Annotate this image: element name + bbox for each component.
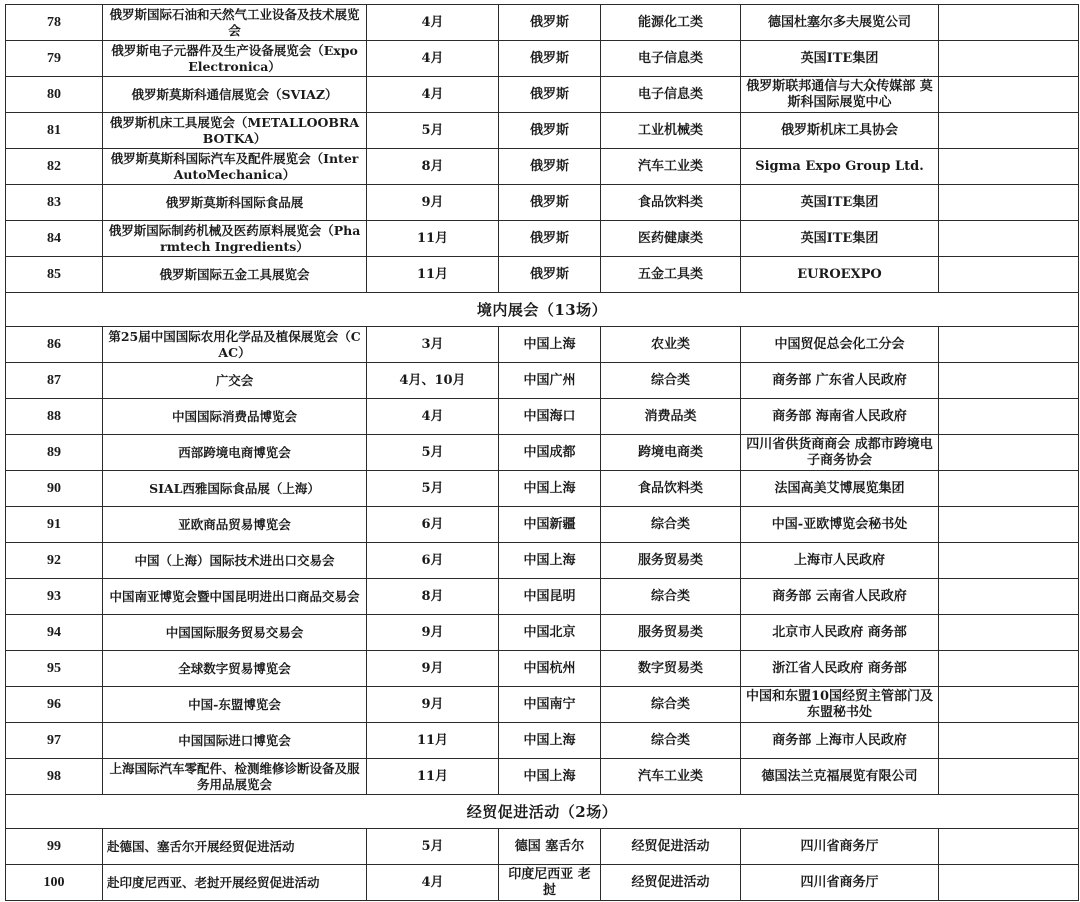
exhibition-category: 汽车工业类	[601, 759, 741, 795]
exhibition-month: 3月	[367, 327, 499, 363]
exhibition-organizer: 商务部 海南省人民政府	[741, 399, 939, 435]
remarks-cell	[939, 829, 1079, 865]
exhibition-name: 中国-东盟博览会	[103, 687, 367, 723]
exhibition-location: 中国上海	[499, 543, 601, 579]
exhibition-month: 4月	[367, 41, 499, 77]
remarks-cell	[939, 507, 1079, 543]
exhibition-month: 5月	[367, 113, 499, 149]
row-number: 83	[6, 185, 103, 221]
exhibition-name: 上海国际汽车零配件、检测维修诊断设备及服务用品展览会	[103, 759, 367, 795]
exhibition-month: 11月	[367, 257, 499, 293]
remarks-cell	[939, 185, 1079, 221]
exhibition-organizer: 俄罗斯机床工具协会	[741, 113, 939, 149]
row-number: 86	[6, 327, 103, 363]
exhibition-organizer: 中国贸促总会化工分会	[741, 327, 939, 363]
exhibition-month: 6月	[367, 507, 499, 543]
remarks-cell	[939, 77, 1079, 113]
table-row	[6, 687, 1079, 723]
exhibition-category: 消费品类	[601, 399, 741, 435]
section-title: 经贸促进活动（2场）	[6, 795, 1079, 829]
table-row	[6, 759, 1079, 795]
exhibition-name: 俄罗斯国际制药机械及医药原料展览会（Pharmtech Ingredients）	[103, 221, 367, 257]
exhibition-location: 俄罗斯	[499, 41, 601, 77]
exhibition-month: 8月	[367, 149, 499, 185]
section-header-row	[6, 795, 1079, 829]
exhibition-name: 俄罗斯莫斯科通信展览会（SVIAZ）	[103, 77, 367, 113]
table-row	[6, 651, 1079, 687]
remarks-cell	[939, 399, 1079, 435]
exhibition-table	[5, 4, 1079, 901]
row-number: 85	[6, 257, 103, 293]
exhibition-month: 11月	[367, 723, 499, 759]
remarks-cell	[939, 543, 1079, 579]
table-row	[6, 829, 1079, 865]
row-number: 82	[6, 149, 103, 185]
exhibition-organizer: 四川省供货商商会 成都市跨境电子商务协会	[741, 435, 939, 471]
exhibition-name: 中国国际消费品博览会	[103, 399, 367, 435]
row-number: 79	[6, 41, 103, 77]
exhibition-category: 工业机械类	[601, 113, 741, 149]
exhibition-month: 9月	[367, 651, 499, 687]
remarks-cell	[939, 615, 1079, 651]
row-number: 90	[6, 471, 103, 507]
exhibition-organizer: 四川省商务厅	[741, 829, 939, 865]
row-number: 91	[6, 507, 103, 543]
remarks-cell	[939, 865, 1079, 901]
table-row	[6, 77, 1079, 113]
exhibition-month: 5月	[367, 471, 499, 507]
row-number: 87	[6, 363, 103, 399]
exhibition-month: 5月	[367, 435, 499, 471]
exhibition-location: 俄罗斯	[499, 221, 601, 257]
row-number: 92	[6, 543, 103, 579]
table-row	[6, 5, 1079, 41]
exhibition-category: 综合类	[601, 723, 741, 759]
exhibition-name: 中国国际进口博览会	[103, 723, 367, 759]
exhibition-organizer: 商务部 广东省人民政府	[741, 363, 939, 399]
row-number: 84	[6, 221, 103, 257]
exhibition-location: 俄罗斯	[499, 149, 601, 185]
exhibition-category: 电子信息类	[601, 77, 741, 113]
exhibition-name: 全球数字贸易博览会	[103, 651, 367, 687]
exhibition-location: 俄罗斯	[499, 5, 601, 41]
exhibition-organizer: Sigma Expo Group Ltd.	[741, 149, 939, 185]
exhibition-organizer: 北京市人民政府 商务部	[741, 615, 939, 651]
row-number: 96	[6, 687, 103, 723]
exhibition-name: 俄罗斯莫斯科国际汽车及配件展览会（InterAutoMechanica）	[103, 149, 367, 185]
exhibition-category: 跨境电商类	[601, 435, 741, 471]
exhibition-location: 俄罗斯	[499, 257, 601, 293]
remarks-cell	[939, 471, 1079, 507]
exhibition-location: 印度尼西亚 老挝	[499, 865, 601, 901]
exhibition-organizer: 四川省商务厅	[741, 865, 939, 901]
exhibition-table-body	[6, 5, 1079, 901]
exhibition-month: 8月	[367, 579, 499, 615]
exhibition-name: 中国国际服务贸易交易会	[103, 615, 367, 651]
table-row	[6, 363, 1079, 399]
exhibition-organizer: 德国法兰克福展览有限公司	[741, 759, 939, 795]
section-title: 境内展会（13场）	[6, 293, 1079, 327]
exhibition-organizer: 英国ITE集团	[741, 221, 939, 257]
section-header-row	[6, 293, 1079, 327]
exhibition-month: 11月	[367, 759, 499, 795]
remarks-cell	[939, 149, 1079, 185]
row-number: 94	[6, 615, 103, 651]
remarks-cell	[939, 41, 1079, 77]
remarks-cell	[939, 113, 1079, 149]
exhibition-month: 11月	[367, 221, 499, 257]
exhibition-location: 俄罗斯	[499, 113, 601, 149]
table-row	[6, 149, 1079, 185]
exhibition-organizer: 上海市人民政府	[741, 543, 939, 579]
exhibition-category: 综合类	[601, 579, 741, 615]
exhibition-organizer: 俄罗斯联邦通信与大众传媒部 莫斯科国际展览中心	[741, 77, 939, 113]
exhibition-name: 俄罗斯国际五金工具展览会	[103, 257, 367, 293]
remarks-cell	[939, 579, 1079, 615]
exhibition-organizer: 商务部 云南省人民政府	[741, 579, 939, 615]
remarks-cell	[939, 363, 1079, 399]
row-number: 81	[6, 113, 103, 149]
exhibition-category: 汽车工业类	[601, 149, 741, 185]
remarks-cell	[939, 687, 1079, 723]
exhibition-location: 中国上海	[499, 327, 601, 363]
row-number: 100	[6, 865, 103, 901]
table-row	[6, 399, 1079, 435]
exhibition-month: 4月	[367, 5, 499, 41]
exhibition-category: 综合类	[601, 687, 741, 723]
exhibition-month: 4月	[367, 865, 499, 901]
exhibition-category: 服务贸易类	[601, 615, 741, 651]
exhibition-organizer: 德国杜塞尔多夫展览公司	[741, 5, 939, 41]
exhibition-month: 5月	[367, 829, 499, 865]
exhibition-location: 中国广州	[499, 363, 601, 399]
exhibition-location: 中国新疆	[499, 507, 601, 543]
row-number: 93	[6, 579, 103, 615]
remarks-cell	[939, 5, 1079, 41]
row-number: 88	[6, 399, 103, 435]
exhibition-name: 俄罗斯电子元器件及生产设备展览会（ExpoElectronica）	[103, 41, 367, 77]
exhibition-month: 6月	[367, 543, 499, 579]
table-row	[6, 615, 1079, 651]
exhibition-location: 中国上海	[499, 471, 601, 507]
exhibition-month: 4月	[367, 77, 499, 113]
remarks-cell	[939, 257, 1079, 293]
table-row	[6, 41, 1079, 77]
row-number: 98	[6, 759, 103, 795]
table-row	[6, 221, 1079, 257]
exhibition-location: 德国 塞舌尔	[499, 829, 601, 865]
exhibition-name: 亚欧商品贸易博览会	[103, 507, 367, 543]
table-row	[6, 865, 1079, 901]
exhibition-month: 9月	[367, 185, 499, 221]
table-row	[6, 543, 1079, 579]
remarks-cell	[939, 723, 1079, 759]
table-row	[6, 327, 1079, 363]
exhibition-name: 广交会	[103, 363, 367, 399]
exhibition-organizer: 中国和东盟10国经贸主管部门及东盟秘书处	[741, 687, 939, 723]
row-number: 95	[6, 651, 103, 687]
exhibition-organizer: EUROEXPO	[741, 257, 939, 293]
exhibition-month: 9月	[367, 687, 499, 723]
exhibition-organizer: 浙江省人民政府 商务部	[741, 651, 939, 687]
row-number: 89	[6, 435, 103, 471]
table-row	[6, 113, 1079, 149]
exhibition-name: 第25届中国国际农用化学品及植保展览会（CAC）	[103, 327, 367, 363]
exhibition-name: 俄罗斯机床工具展览会（METALLOOBRABOTKA）	[103, 113, 367, 149]
remarks-cell	[939, 435, 1079, 471]
exhibition-name: 中国（上海）国际技术进出口交易会	[103, 543, 367, 579]
exhibition-location: 中国上海	[499, 723, 601, 759]
exhibition-organizer: 英国ITE集团	[741, 41, 939, 77]
table-row	[6, 723, 1079, 759]
exhibition-category: 经贸促进活动	[601, 829, 741, 865]
exhibition-name: 赴印度尼西亚、老挝开展经贸促进活动	[103, 865, 367, 901]
exhibition-location: 中国杭州	[499, 651, 601, 687]
exhibition-name: SIAL西雅国际食品展（上海）	[103, 471, 367, 507]
table-row	[6, 257, 1079, 293]
remarks-cell	[939, 221, 1079, 257]
exhibition-location: 中国海口	[499, 399, 601, 435]
exhibition-category: 综合类	[601, 363, 741, 399]
exhibition-category: 数字贸易类	[601, 651, 741, 687]
exhibition-organizer: 英国ITE集团	[741, 185, 939, 221]
exhibition-name: 中国南亚博览会暨中国昆明进出口商品交易会	[103, 579, 367, 615]
exhibition-location: 中国成都	[499, 435, 601, 471]
exhibition-name: 俄罗斯国际石油和天然气工业设备及技术展览会	[103, 5, 367, 41]
exhibition-category: 医药健康类	[601, 221, 741, 257]
table-row	[6, 435, 1079, 471]
remarks-cell	[939, 759, 1079, 795]
exhibition-organizer: 中国-亚欧博览会秘书处	[741, 507, 939, 543]
exhibition-month: 4月	[367, 399, 499, 435]
table-row	[6, 507, 1079, 543]
exhibition-location: 中国昆明	[499, 579, 601, 615]
exhibition-category: 服务贸易类	[601, 543, 741, 579]
exhibition-location: 中国南宁	[499, 687, 601, 723]
exhibition-name: 西部跨境电商博览会	[103, 435, 367, 471]
table-row	[6, 579, 1079, 615]
exhibition-month: 4月、10月	[367, 363, 499, 399]
exhibition-organizer: 法国高美艾博展览集团	[741, 471, 939, 507]
exhibition-location: 俄罗斯	[499, 185, 601, 221]
exhibition-category: 综合类	[601, 507, 741, 543]
table-row	[6, 471, 1079, 507]
exhibition-organizer: 商务部 上海市人民政府	[741, 723, 939, 759]
exhibition-name: 俄罗斯莫斯科国际食品展	[103, 185, 367, 221]
remarks-cell	[939, 651, 1079, 687]
exhibition-category: 经贸促进活动	[601, 865, 741, 901]
remarks-cell	[939, 327, 1079, 363]
row-number: 99	[6, 829, 103, 865]
exhibition-location: 中国北京	[499, 615, 601, 651]
exhibition-category: 食品饮料类	[601, 471, 741, 507]
exhibition-location: 俄罗斯	[499, 77, 601, 113]
row-number: 80	[6, 77, 103, 113]
exhibition-category: 食品饮料类	[601, 185, 741, 221]
table-row	[6, 185, 1079, 221]
exhibition-location: 中国上海	[499, 759, 601, 795]
exhibition-category: 五金工具类	[601, 257, 741, 293]
exhibition-category: 能源化工类	[601, 5, 741, 41]
row-number: 78	[6, 5, 103, 41]
exhibition-category: 电子信息类	[601, 41, 741, 77]
exhibition-name: 赴德国、塞舌尔开展经贸促进活动	[103, 829, 367, 865]
exhibition-category: 农业类	[601, 327, 741, 363]
row-number: 97	[6, 723, 103, 759]
exhibition-schedule-page	[5, 4, 1078, 901]
exhibition-month: 9月	[367, 615, 499, 651]
